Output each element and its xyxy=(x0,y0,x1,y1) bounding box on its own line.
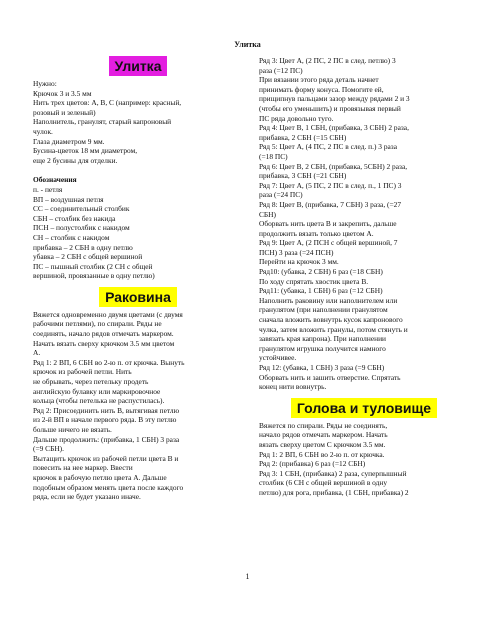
shell-text-line: крючок в рабочую петлю цвета А. Дальше xyxy=(33,472,167,482)
abbreviation-line: прибавка – 2 СБН в одну петлю xyxy=(33,242,133,252)
shell-text-line: А. xyxy=(33,348,41,358)
shell-text-line: СБН) xyxy=(259,209,276,219)
head-text-line: Ряд 3: 1 СБН, (прибавка) 2 раза, суперпышный xyxy=(259,468,407,478)
shell-text-line: раза (=24 ПС) xyxy=(259,190,303,200)
shell-instructions xyxy=(33,310,243,502)
shell-text-line: раза (=12 ПС) xyxy=(259,65,303,75)
head-text-line: Ряд 1: 2 ВП, 6 СБН во 2-ю п. от крючка. xyxy=(259,449,385,459)
materials-line: Нужно: xyxy=(33,79,57,88)
shell-text-line: При вязании этого ряда деталь начнет xyxy=(259,75,379,85)
shell-text-line: Ряд11: (убавка, 1 СБН) 6 раз (=12 СБН) xyxy=(259,286,383,296)
shell-text-line: (=18 ПС) xyxy=(259,151,288,161)
shell-text-line: Наполнить раковину или наполнителем или xyxy=(259,295,398,305)
abbreviation-line: убавка – 2 СБН с общей вершиной xyxy=(33,252,143,262)
materials-line: Крючок 3 и 3.5 мм xyxy=(33,88,92,98)
shell-text-line: Ряд 4: Цвет В, 1 СБН, (прибавка, 3 СБН) 2 раза, xyxy=(259,123,409,133)
shell-text-line: принимать форму конуса. Помогите ей, xyxy=(259,84,384,94)
abbreviation-line: ПС – пышный столбик (2 СН с общей xyxy=(33,261,153,271)
shell-text-line: Ряд 12: (убавка, 1 СБН) 3 раза (=9 СБН) xyxy=(259,363,385,372)
shell-text-line: Ряд 2: Присоединить нить В, вытягивая петлю xyxy=(33,405,180,415)
shell-text-line: Ряд 3: Цвет А, (2 ПС, 2 ПС в след. петлю) 3 xyxy=(259,56,396,65)
abbreviations-heading: Обозначения xyxy=(33,175,77,185)
materials-line: Нить трех цветов: A, B, C (например: красный, xyxy=(33,98,182,108)
head-text-line: Ряд 2: (прибавка) 6 раз (=12 СБН) xyxy=(259,459,366,469)
materials-line: Наполнитель, гранулят, старый капроновый xyxy=(33,117,172,127)
shell-text-line: завязать края капрона). При наполнении xyxy=(259,334,386,344)
page-header-title: Улитка xyxy=(234,40,261,49)
shell-text-line: Ряд 6: Цвет В, 2 СБН, (прибавка, 5СБН) 2 раза, xyxy=(259,161,408,171)
materials-line: Бусина-цветок 18 мм диаметром, xyxy=(33,146,138,156)
abbreviation-line: СБН – столбик без накида xyxy=(33,213,116,223)
shell-text-line: прищипнув пальцами зазор между рядами 2 и 3 xyxy=(259,94,410,104)
shell-text-line: Ряд10: (убавка, 2 СБН) 6 раз (=18 СБН) xyxy=(259,267,383,277)
shell-text-line: Ряд 1: 2 ВП, 6 СБН во 2-ю п. от крючка. Вынуть xyxy=(33,357,185,367)
head-text-line: вязать сверху цветом С крючком 3.5 мм. xyxy=(259,439,386,449)
head-text-line: начало рядов отмечать маркером. Начать xyxy=(259,430,388,440)
shell-text-line: (=9 СБН). xyxy=(33,444,64,454)
head-text-line: петлю) для рога, прибавка, (1 СБН, прибавка) 2 xyxy=(259,487,409,497)
head-text-line: Вяжется по спирали. Ряды не соединять, xyxy=(259,420,388,430)
shell-text-line: гранулятом (при наполнении гранулятом xyxy=(259,305,388,315)
shell-text-line: английскую булавку или маркировочное xyxy=(33,386,161,396)
shell-text-line: Ряд 7: Цвет А, (5 ПС, 2 ПС в след. п., 1 ПС) 3 xyxy=(259,180,402,190)
shell-text-line: ряда, если не будет указано иначе. xyxy=(33,492,141,502)
shell-text-line: сначала вложить вовнутрь кусок капронового xyxy=(259,315,403,325)
shell-text-line: гранулятом игрушка получится намного xyxy=(259,343,386,353)
shell-text-line: прибавка, 3 СБН (=21 СБН) xyxy=(259,171,347,181)
shell-text-line: конец нити вовнутрь. xyxy=(259,382,327,392)
shell-text-line: Оборвать нить и зашить отверстие. Спрятать xyxy=(259,372,401,382)
shell-text-line: больше ничего не вязать. xyxy=(33,425,112,434)
shell-text-line: (чтобы его уменьшить) и провязывая первый xyxy=(259,103,401,113)
shell-text-line: Перейти на крючок 3 мм. xyxy=(259,257,339,267)
shell-text-line: чулка, затем вложить гранулы, потом стянуть и xyxy=(259,324,408,334)
shell-instructions-continued xyxy=(259,56,469,392)
shell-text-line: продолжить вязать только цветом А. xyxy=(259,228,374,238)
shell-text-line: ПС ряда довольно туго. xyxy=(259,113,334,123)
shell-text-line: Ряд 8: Цвет В, (прибавка, 7 СБН) 3 раза, (=27 xyxy=(259,199,402,209)
shell-text-line: крючок из рабочей петли. Нить xyxy=(33,367,132,377)
abbreviation-line: вершиной, провязанные в одну петлю) xyxy=(33,271,155,281)
shell-text-line: рабочими петлями), по спирали. Ряды не xyxy=(33,319,162,329)
head-body-title: Голова и туловище xyxy=(291,398,437,418)
abbreviation-line: ПСН – полустолбик с накидом xyxy=(33,223,130,233)
abbreviation-line: п. - петля xyxy=(33,184,63,194)
left-column xyxy=(33,56,243,502)
shell-text-line: прибавка, 2 СБН (=15 СБН) xyxy=(259,132,347,142)
abbreviations-list xyxy=(33,185,243,281)
shell-text-line: устойчивее. xyxy=(259,353,297,363)
shell-text-line: Оборвать нить цвета В и закрепить, дальше xyxy=(259,219,397,229)
shell-title: Раковина xyxy=(99,287,177,307)
materials-list xyxy=(33,79,243,165)
shell-text-line: Дальше продолжить: (прибавка, 1 СБН) 3 раза xyxy=(33,434,180,444)
shell-text-line: Вяжется одновременно двумя цветами (с двумя xyxy=(33,309,183,319)
head-text-line: столбик (6 СН с общей вершиной в одну xyxy=(259,478,388,488)
shell-text-line: соединять, начало рядов отмечать маркером. xyxy=(33,329,174,339)
snail-title: Улитка xyxy=(109,56,168,76)
right-column xyxy=(259,56,469,498)
shell-text-line: По ходу спрятать хвостик цвета В. xyxy=(259,276,369,286)
materials-line: розовый и зеленый) xyxy=(33,107,96,117)
shell-text-line: кольца (чтобы петелька не распустилась). xyxy=(33,396,165,406)
head-body-instructions xyxy=(259,421,469,498)
shell-text-line: Ряд 5: Цвет А, (4 ПС, 2 ПС в след. п.) 3 раза xyxy=(259,142,398,152)
shell-text-line: повесить на нее маркер. Ввести xyxy=(33,463,133,473)
shell-text-line: не обрывать, через петельку продеть xyxy=(33,377,149,387)
abbreviation-line: СН – столбик с накидом xyxy=(33,232,110,242)
shell-text-line: из 2-й ВП в начале первого ряда. В эту петлю xyxy=(33,415,177,425)
shell-text-line: Ряд 9: Цвет А, (2 ПСН с общей вершиной, 7 xyxy=(259,238,398,248)
materials-line: еще 2 бусины для отделки. xyxy=(33,155,118,165)
page-number: 1 xyxy=(245,572,250,581)
materials-line: Глаза диаметром 9 мм. xyxy=(33,136,105,146)
shell-text-line: ПСН) 3 раза (=24 ПСН) xyxy=(259,247,334,257)
shell-text-line: подобным образом менять цвета после каждого xyxy=(33,482,184,492)
shell-text-line: Начать вязать сверху крючком 3.5 мм цветом xyxy=(33,338,175,348)
shell-text-line: Вытащить крючок из рабочей петли цвета В и xyxy=(33,453,179,463)
materials-line: чулок. xyxy=(33,126,53,136)
abbreviation-line: СС – соединительный столбик xyxy=(33,204,130,214)
abbreviation-line: ВП – воздушная петля xyxy=(33,194,104,204)
